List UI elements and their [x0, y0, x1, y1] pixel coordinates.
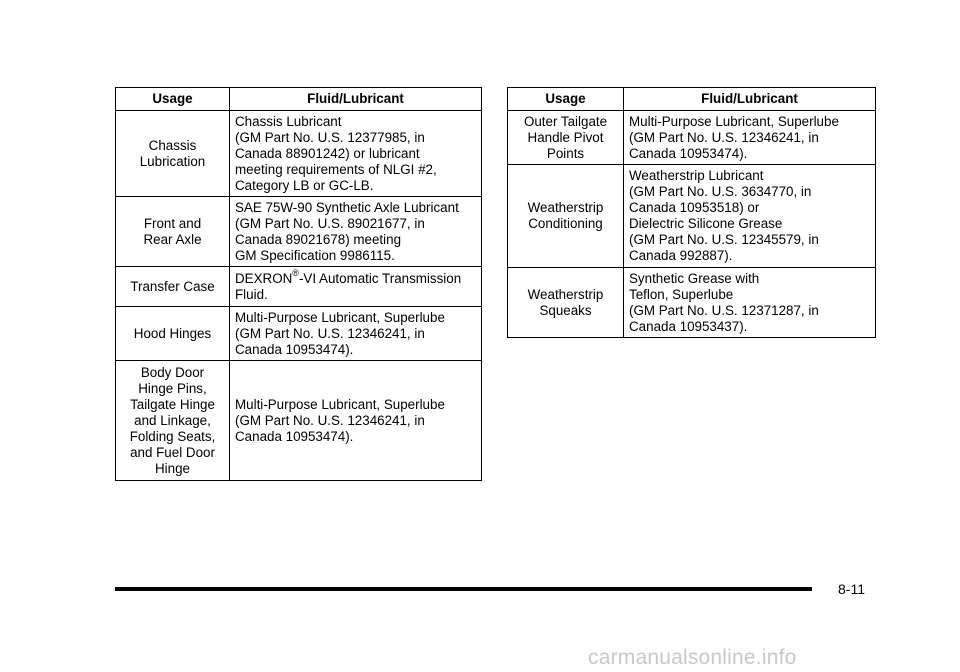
registered-mark: ® — [292, 268, 299, 279]
footer-rule — [115, 587, 812, 591]
usage-cell: Weatherstrip Squeaks — [508, 268, 624, 338]
table-row — [508, 165, 876, 268]
usage-header: Usage — [508, 88, 624, 111]
fluid-cell: Weatherstrip Lubricant (GM Part No. U.S. 3634770, in Canada 10953518) or Dielectric Silicone Grease (GM Part No. U.S. 12345579, in Canada 992887). — [624, 165, 876, 268]
table-header-row — [116, 88, 482, 111]
table-row — [508, 268, 876, 338]
fluid-cell: Multi-Purpose Lubricant, Superlube (GM Part No. U.S. 12346241, in Canada 10953474). — [624, 111, 876, 165]
fluid-cell: Chassis Lubricant (GM Part No. U.S. 12377985, in Canada 88901242) or lubricant meeting requirements of NLGI #2, Category LB or GC-LB. — [230, 111, 482, 197]
usage-cell: Outer Tailgate Handle Pivot Points — [508, 111, 624, 165]
watermark: carmanualsonline.info — [588, 646, 797, 669]
table-row — [116, 197, 482, 267]
usage-header: Usage — [116, 88, 230, 111]
fluid-cell: Multi-Purpose Lubricant, Superlube (GM Part No. U.S. 12346241, in Canada 10953474). — [230, 361, 482, 481]
page-number: 8-11 — [838, 581, 865, 597]
dexron-text: DEXRON — [235, 270, 293, 286]
fluid-cell: Multi-Purpose Lubricant, Superlube (GM Part No. U.S. 12346241, in Canada 10953474). — [230, 307, 482, 361]
left-lubricant-table — [115, 87, 482, 481]
usage-cell: Transfer Case — [116, 267, 230, 307]
right-lubricant-table — [507, 87, 876, 338]
usage-cell: Weatherstrip Conditioning — [508, 165, 624, 268]
fluid-header: Fluid/Lubricant — [624, 88, 876, 111]
fluid-cell: DEXRON®-VI Automatic Transmission Fluid. — [230, 267, 482, 307]
usage-cell: Hood Hinges — [116, 307, 230, 361]
table-row — [116, 307, 482, 361]
usage-cell: Chassis Lubrication — [116, 111, 230, 197]
table-header-row — [508, 88, 876, 111]
fluid-cell: Synthetic Grease with Teflon, Superlube (GM Part No. U.S. 12371287, in Canada 10953437). — [624, 268, 876, 338]
atf-text: -VI Automatic Transmission — [298, 270, 462, 286]
table-row — [508, 111, 876, 165]
table-row — [116, 267, 482, 307]
fluid-header: Fluid/Lubricant — [230, 88, 482, 111]
table-row — [116, 361, 482, 481]
usage-cell: Front and Rear Axle — [116, 197, 230, 267]
fluid-cell: SAE 75W-90 Synthetic Axle Lubricant (GM Part No. U.S. 89021677, in Canada 89021678) meeting GM Specification 9986115. — [230, 197, 482, 267]
table-row — [116, 111, 482, 197]
usage-cell: Body Door Hinge Pins, Tailgate Hinge and Linkage, Folding Seats, and Fuel Door Hinge — [116, 361, 230, 481]
